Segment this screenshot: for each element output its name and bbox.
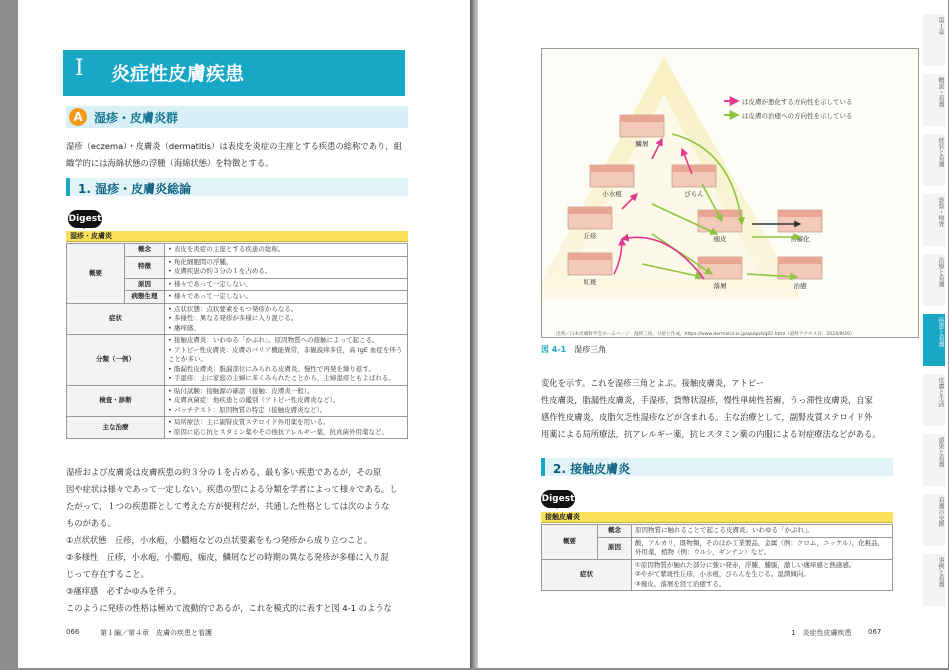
row-subheader: 原因 xyxy=(125,278,165,291)
text-line: じって存在すること。 xyxy=(66,569,149,579)
row-header: 症状 xyxy=(67,303,165,335)
chapter-title: 炎症性皮膚疾患 xyxy=(111,63,245,85)
row-content: • 表皮を炎症の主座とする疾患の総称。 xyxy=(165,244,408,257)
node-label: 小水疱 xyxy=(602,190,622,198)
chapter-tab[interactable]: 感染と看護 xyxy=(923,434,945,486)
text-line: 湿疹および皮膚炎は皮膚疾患の約３分の１を占める，最も多い疾患であるが，その原 xyxy=(66,467,382,477)
row-header: 概要 xyxy=(67,244,125,304)
table-row xyxy=(542,559,893,591)
text-line: ①点状状態 丘疹，小水疱，小膿疱などの点状要素をもつ発疹から成り立つこと。 xyxy=(66,535,373,545)
row-content: • 角化細胞間の浮腫。 • 皮膚疾患の約３分の１を占める。 xyxy=(165,256,408,278)
table-row xyxy=(67,385,408,417)
text-line: 感作性皮膚炎，皮脂欠乏性湿疹などが含まれる。主な治療として，副腎皮質ステロイド外 xyxy=(541,412,873,422)
row-subheader: 原因 xyxy=(598,537,632,559)
row-header: 分類（一例） xyxy=(67,335,165,386)
row-header: 検査・診断 xyxy=(67,385,165,417)
subsection-title: 2. 接触皮膚炎 xyxy=(553,462,631,476)
row-content: 原因物質に触れることで起こる皮膚炎。いわゆる「かぶれ」。 xyxy=(632,525,893,538)
text-line: 因や症状は様々であって一定しない。疾患の型による分類を学者によって様々である。し xyxy=(66,484,398,494)
digest-table xyxy=(541,524,893,591)
digest-badge: Digest xyxy=(68,210,102,228)
digest-badge: Digest xyxy=(541,490,575,508)
text-line: ③瘙痒感 必ずかゆみを伴う。 xyxy=(66,586,182,596)
text-line: このように発疹の性格は極めて流動的であるが，これを模式的に表すと図 4-1 のような xyxy=(66,603,392,613)
node-label: 鱗屑 xyxy=(635,140,649,148)
node-label: 丘疹 xyxy=(583,232,597,240)
text-line: 変化を示す。これを湿疹三角とよぶ。接触皮膚炎，アトピー xyxy=(541,378,765,388)
chapter-tab[interactable]: 疾患と看護 xyxy=(923,314,945,366)
node-7 xyxy=(778,210,822,243)
row-subheader: 病態生理 xyxy=(125,291,165,304)
gutter xyxy=(470,0,478,668)
row-content: • 接触皮膚炎：いわゆる「かぶれ」。原因物質への接触によって起こる。 • アトピー性皮膚炎：皮膚のバリア機能異常，非観説痒多佳，高 IgE 血症を伴うことが多い。 • 脂漏性皮膚炎：脂漏部位にみられる皮膚炎。慢性で再発を繰り返す。 • 手湿疹：主に家庭の主婦に多くみられたことから，主婦湿疹ともよばれる。 xyxy=(165,335,408,386)
text-line: 用薬による局所療法，抗アレルギー薬，抗ヒスタミン薬の内服による対症療法などがある。 xyxy=(541,429,881,439)
left-page xyxy=(18,0,470,668)
digest-table xyxy=(66,243,408,439)
table-title: 接触皮膚炎 xyxy=(541,512,893,523)
node-label: 落屑 xyxy=(713,282,727,290)
section-heading xyxy=(66,106,408,128)
chapter-tab[interactable]: 皮膚と生活 xyxy=(923,374,945,426)
node-label: 苔癬化 xyxy=(790,235,810,243)
eczema-triangle-diagram xyxy=(542,49,920,339)
chapter-tab[interactable]: 診察・検査 xyxy=(923,194,945,246)
page-number: 067 xyxy=(868,628,882,636)
chapter-tab[interactable]: 看護の実際 xyxy=(923,494,945,546)
row-content: • 様々であって一定しない。 xyxy=(165,291,408,304)
table-title: 湿疹・皮膚炎 xyxy=(66,231,408,242)
chapter-number: I xyxy=(75,56,84,81)
text-line: ものがある。 xyxy=(66,518,116,528)
row-header: 概要 xyxy=(542,525,598,560)
subsection-title: 1. 湿疹・皮膚炎総論 xyxy=(78,182,192,196)
legend-worsen: は皮膚が悪化する方向性を示している xyxy=(742,98,853,106)
table-row xyxy=(542,525,893,538)
section-letter: A xyxy=(69,108,87,126)
chapter-tab[interactable]: 治療と看護 xyxy=(923,254,945,306)
row-content: • 貼付試験：接触源の確認（接触：皮膚炎一般）。 • 皮膚真菌症：他疾患との鑑別（アトピー性皮膚炎など）。 • パッチテスト：原因物質の特定（接触皮膚炎など）。 xyxy=(165,385,408,417)
row-subheader: 概念 xyxy=(598,525,632,538)
row-content: ①原因物質が触れた部分に強い発赤，浮腫，腫脹，激しい瘙痒感と熱感感。 ②やがて紫斑性丘疹，小水疱，びらんを生じる。湿潤傾向。 ③痂皮，落屑を経て治癒する。 xyxy=(632,559,893,591)
chapter-tab[interactable]: 事例と看護 xyxy=(923,554,945,606)
intro-line: 湿疹（eczema）・皮膚炎（dermatitis）は表皮を炎症の主座とする疾患の総称であり，組 xyxy=(66,141,402,151)
node-label: 紅斑 xyxy=(583,278,597,286)
row-header: 主な治療 xyxy=(67,417,165,439)
row-subheader: 概念 xyxy=(125,244,165,257)
figure-caption xyxy=(541,344,606,355)
body-text xyxy=(66,464,408,617)
text-line: たがって，１つの疾患群として考えた方が便利だが，共通した性格としては次のような xyxy=(66,501,390,511)
row-content: 酸，アルカリ，既物類，そのほか工業製品，金属（例：クロム，ニッケル），化粧品，外用薬，植物（例：ウルシ，ギンナン）など。 xyxy=(632,537,893,559)
page-number: 066 xyxy=(66,628,80,636)
row-subheader: 特徴 xyxy=(125,256,165,278)
running-footer: 1 炎症性皮膚疾患 xyxy=(791,629,852,637)
body-text xyxy=(541,375,893,443)
legend-heal: は皮膚の治癒への方向性を示している xyxy=(742,112,853,120)
subsection-heading xyxy=(541,458,893,476)
node-label: 治癒 xyxy=(793,282,807,290)
table-row xyxy=(67,303,408,335)
row-header: 症状 xyxy=(542,559,632,591)
intro-paragraph xyxy=(66,138,408,172)
chapter-tab[interactable]: 第１章 xyxy=(923,14,945,66)
table-row xyxy=(67,417,408,439)
text-line: ②多様性 丘疹，小水疱，小膿疱，痂皮，鱗屑などの時期の異なる発疹が多様に入り混 xyxy=(66,552,389,562)
subsection-heading xyxy=(66,178,408,196)
figure-eczema-triangle xyxy=(541,48,919,338)
node-label: 痂皮 xyxy=(713,235,727,243)
chapter-tab[interactable]: 症状と看護 xyxy=(923,134,945,186)
node-label: びらん xyxy=(684,190,704,198)
figure-source: 出典／日本皮膚科学会ホームページ：湿疹三角，分泌と作成，https://www.dermatol.or.jp/qa/qa4/q02.html（最終アクセス日：2024/9/20） xyxy=(556,332,855,337)
caption-number: 図 4-1 xyxy=(541,345,567,354)
chapter-tab[interactable]: 概説・看護 xyxy=(923,74,945,126)
intro-line: 織学的には海綿状態の浮腫（海綿状態）を特徴とする。 xyxy=(66,158,274,168)
chapter-header xyxy=(63,50,405,96)
table-row xyxy=(67,244,408,257)
running-footer: 第１編／第４章 皮膚の疾患と看護 xyxy=(100,629,212,637)
section-title: 湿疹・皮膚炎群 xyxy=(94,111,179,125)
row-content: • 局所療法：主に副腎皮質ステロイド外用薬を用いる。 • 原因に応じ抗ヒスタミン薬やその他抗アレルギー薬，抗真菌外用薬など。 xyxy=(165,417,408,439)
row-content: • 点状状態：点状要素をもつ発疹からなる。 • 多様性：異なる発疹が多様に入り混じる。 • 瘙痒感。 xyxy=(165,303,408,335)
text-line: 性皮膚炎，脂漏性皮膚炎，手湿疹，貨幣状湿疹，慢性単純性苔癬，うっ滞性皮膚炎，自家 xyxy=(541,395,873,405)
right-page xyxy=(478,0,948,668)
table-row xyxy=(67,335,408,386)
caption-text: 湿疹三角 xyxy=(574,345,607,354)
row-content: • 様々であって一定しない。 xyxy=(165,278,408,291)
